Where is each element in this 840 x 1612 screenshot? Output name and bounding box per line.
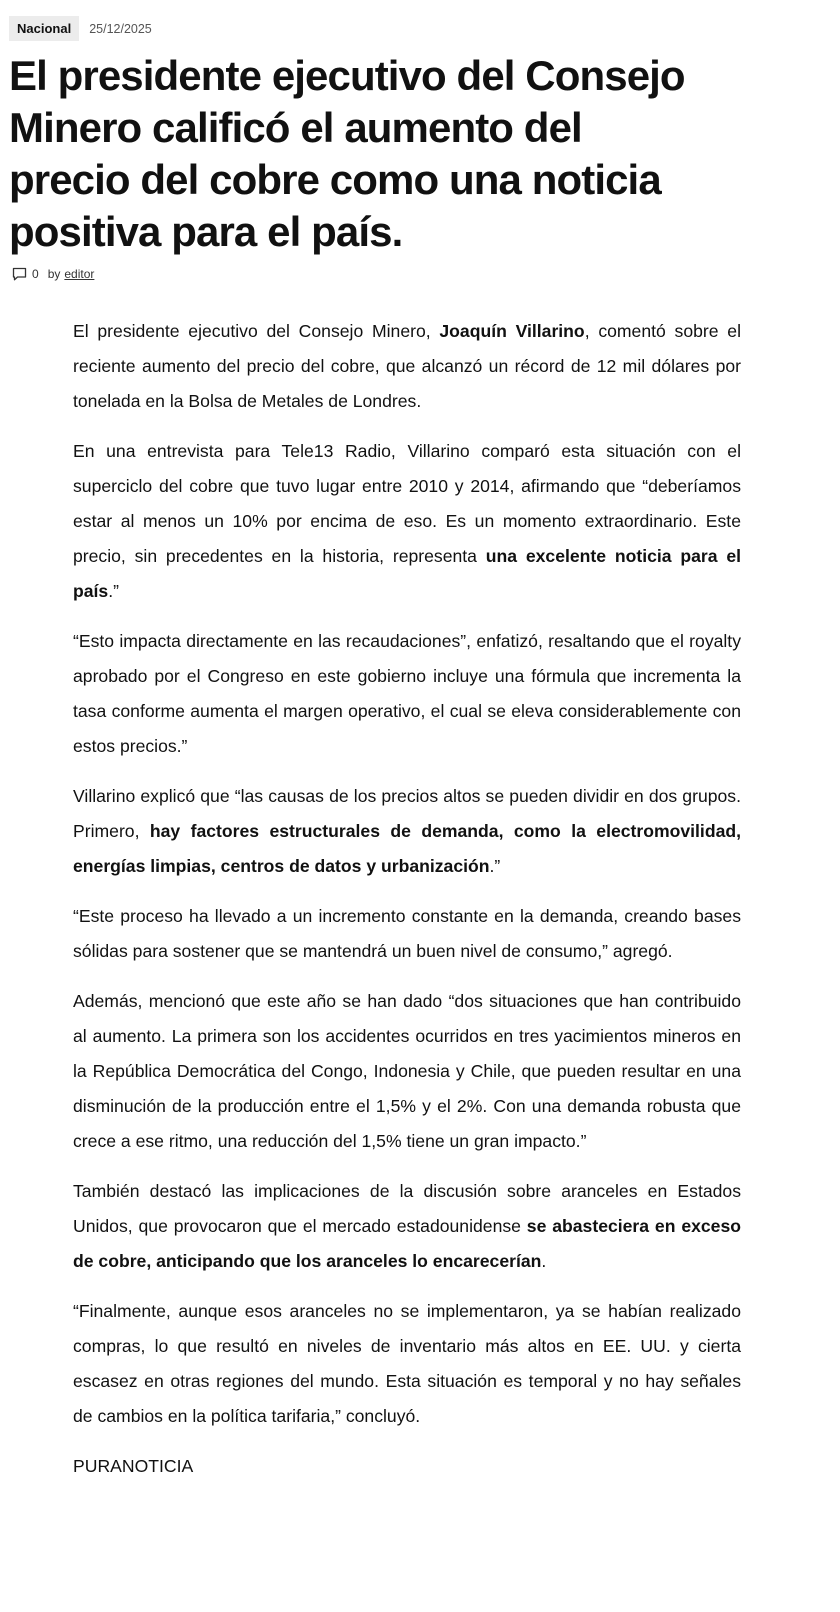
comment-icon[interactable] (12, 267, 27, 281)
byline (12, 267, 94, 281)
paragraph: “Este proceso ha llevado a un incremento constante en la demanda, creando bases sólidas para sostener que se mantendrá un buen nivel de consumo,” agregó. (73, 906, 741, 961)
paragraph: “Finalmente, aunque esos aranceles no se implementaron, ya se habían realizado compras, lo que resultó en niveles de inventario más altos en EE. UU. y cierta escasez en otras regiones del mundo. Esta situación es temporal y no hay señales de cambios en la política tarifaria,” concluyó. (73, 1301, 741, 1426)
author-link[interactable]: editor (64, 267, 95, 281)
article-meta (9, 16, 152, 41)
paragraph: En una entrevista para Tele13 Radio, Villarino comparó esta situación con el superciclo del cobre que tuvo lugar entre 2010 y 2014, afirmando que “deberíamos estar al menos un 10% por encima de eso. Es un momento extraordinario. Este precio, sin precedentes en la historia, representa una excelente noticia para el país.” (73, 441, 742, 601)
paragraph: Villarino explicó que “las causas de los precios altos se pueden dividir en dos grupos. Primero, hay factores estructurales de demanda, como la electromovilidad, energías limpias, centros de datos y urbanización.” (73, 786, 741, 876)
source-signature: PURANOTICIA (73, 1456, 194, 1476)
paragraph: “Esto impacta directamente en las recaudaciones”, enfatizó, resaltando que el royalty aprobado por el Congreso en este gobierno incluye una fórmula que incrementa la tasa conforme aumenta el margen operativo, el cual se eleva considerablemente con estos precios.” (73, 631, 741, 756)
article-title: El presidente ejecutivo del Consejo Minero calificó el aumento del precio del cobre como una noticia positiva para el país. (9, 52, 685, 255)
publish-date: 25/12/2025 (89, 21, 152, 36)
paragraph: El presidente ejecutivo del Consejo Minero, Joaquín Villarino, comentó sobre el reciente aumento del precio del cobre, que alcanzó un récord de 12 mil dólares por tonelada en la Bolsa de Metales de Londres. (73, 321, 741, 411)
category-tag[interactable]: Nacional (9, 16, 79, 41)
paragraph: También destacó las implicaciones de la discusión sobre aranceles en Estados Unidos, que provocaron que el mercado estadounidense se abasteciera en exceso de cobre, anticipando que los aranceles lo encarecerían. (73, 1181, 741, 1271)
by-label: by (47, 267, 61, 281)
article-body (73, 314, 741, 1499)
paragraph: Además, mencionó que este año se han dado “dos situaciones que han contribuido al aumento. La primera son los accidentes ocurridos en tres yacimientos mineros en la República Democrática del Congo, Indonesia y Chile, que pueden resultar en una disminución de la producción entre el 1,5% y el 2%. Con una demanda robusta que crece a ese ritmo, una reducción del 1,5% tiene un gran impacto.” (73, 991, 741, 1151)
comments-count[interactable]: 0 (32, 267, 39, 281)
